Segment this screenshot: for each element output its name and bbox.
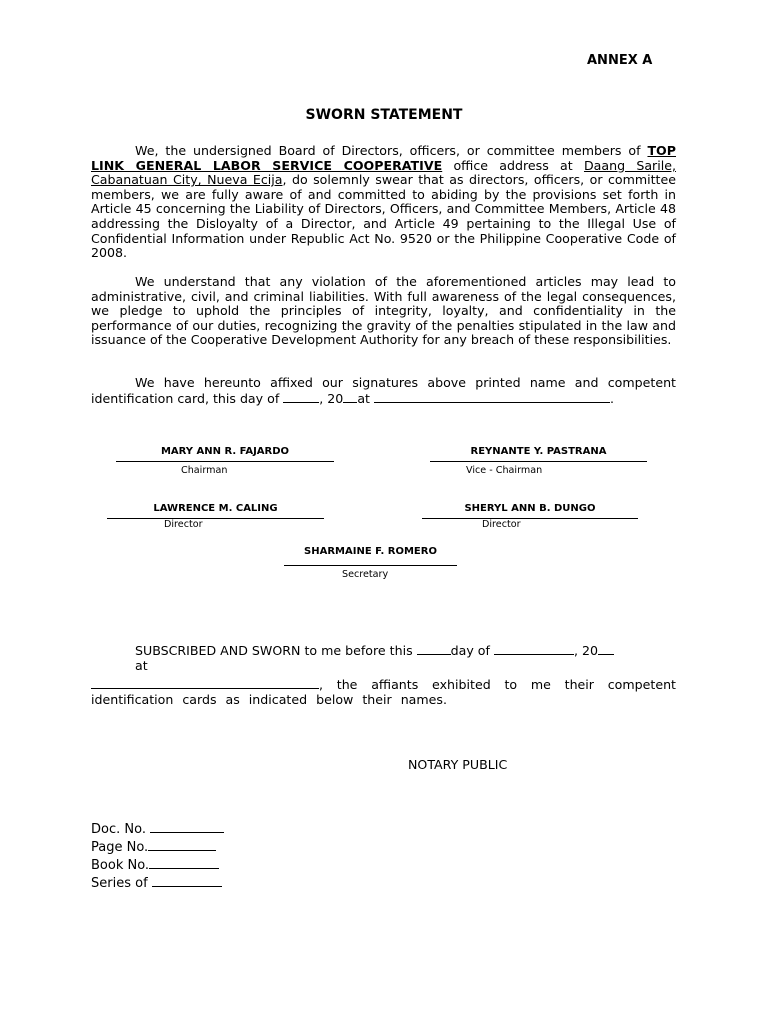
- signatory-name: SHARMAINE F. ROMERO: [304, 546, 437, 557]
- year-blank[interactable]: [343, 391, 357, 403]
- place-blank[interactable]: [374, 391, 610, 403]
- p3-end: .: [609, 390, 614, 406]
- signatory-name: MARY ANN R. FAJARDO: [160, 446, 290, 457]
- book-no-row: [91, 856, 219, 873]
- page-no-label: Page No.: [91, 840, 149, 855]
- signatory-secretary: [284, 546, 457, 580]
- cooperative-name: TOP LINK GENERAL LABOR SERVICE COOPERATIVE: [91, 143, 676, 173]
- annex-label: ANNEX A: [587, 53, 653, 68]
- document-title: SWORN STATEMENT: [305, 107, 463, 123]
- jurat-day-blank[interactable]: [417, 643, 451, 655]
- doc-no-label: Doc. No.: [91, 822, 146, 837]
- jurat-part5: , the affiants exhibited to me their competent identification cards as indicated below their names.: [91, 677, 676, 707]
- jurat-part1: SUBSCRIBED AND SWORN to me before this: [135, 643, 417, 658]
- signatory-name: SHERYL ANN B. DUNGO: [464, 503, 596, 514]
- signatory-vice-chairman: [430, 446, 647, 476]
- signatory-director-2: [422, 503, 638, 530]
- signatory-title: Director: [482, 519, 521, 530]
- series-label: Series of: [91, 876, 148, 891]
- jurat-place-blank[interactable]: [91, 677, 319, 689]
- series-blank[interactable]: [152, 874, 222, 887]
- jurat-part2: day of: [450, 643, 494, 658]
- paragraph-liabilities: We understand that any violation of the aforementioned articles may lead to administrative, civil, and criminal liabilities. With full awareness of the legal consequences, we pledge to uphold the principles of integrity, loyalty, and confidentiality in the performance of our duties, recognizing the gravity of the penalties stipulated in the law and issuance of the Cooperative Development Authority for any breach of these responsibilities.: [91, 274, 676, 348]
- office-address: Daang Sarile, Cabanatuan City, Nueva Ecija: [91, 157, 676, 188]
- book-no-blank[interactable]: [149, 856, 219, 869]
- page-no-row: [91, 838, 216, 855]
- p3-at: at: [357, 390, 374, 406]
- p1-intro: We, the undersigned Board of Directors, officers, or committee members of: [135, 143, 648, 158]
- p1-mid: office address at: [442, 157, 584, 173]
- signature-line: [116, 461, 334, 462]
- doc-no-row: [91, 820, 224, 837]
- jurat-year-blank[interactable]: [598, 643, 614, 655]
- signatory-name: LAWRENCE M. CALING: [153, 503, 278, 514]
- notary-public-label: NOTARY PUBLIC: [408, 757, 508, 772]
- signature-line: [430, 461, 647, 462]
- jurat-line: [91, 643, 676, 673]
- signatory-name: REYNANTE Y. PASTRANA: [470, 446, 607, 457]
- page-no-blank[interactable]: [148, 838, 216, 851]
- paragraph-signatures: [91, 376, 676, 406]
- p1-rest: , do solemnly swear that as directors, officers, or committee members, we are fully aware of and committed to abiding by the provisions set forth in Article 45 concerning the Liability of Directors, Officers, and Committee Members, Article 48 addressing the Disloyalty of a Director, and Article 49 pertaining to the Illegal Use of Confidential Information under Republic Act No. 9520 or the Philippine Cooperative Code of 2008.: [91, 172, 676, 261]
- signatory-title: Secretary: [342, 569, 389, 580]
- signatory-chairman: [116, 446, 334, 476]
- signatory-title: Chairman: [181, 465, 228, 476]
- signatory-title: Vice - Chairman: [466, 465, 543, 476]
- day-blank[interactable]: [283, 391, 319, 403]
- doc-no-blank[interactable]: [150, 820, 224, 833]
- book-no-label: Book No.: [91, 858, 150, 873]
- paragraph-oath: [91, 144, 676, 261]
- jurat-affiants: [91, 677, 676, 707]
- series-row: [91, 874, 222, 891]
- signature-line: [284, 565, 457, 566]
- p3-text: We have hereunto affixed our signatures above printed name and competent identification card, this day of: [91, 375, 676, 406]
- signatory-title: Director: [164, 519, 203, 530]
- signatory-director-1: [107, 503, 324, 530]
- jurat-part3: , 20: [573, 643, 598, 658]
- p3-year: , 20: [319, 390, 344, 406]
- jurat-month-blank[interactable]: [494, 643, 574, 655]
- jurat-part4: at: [135, 657, 148, 673]
